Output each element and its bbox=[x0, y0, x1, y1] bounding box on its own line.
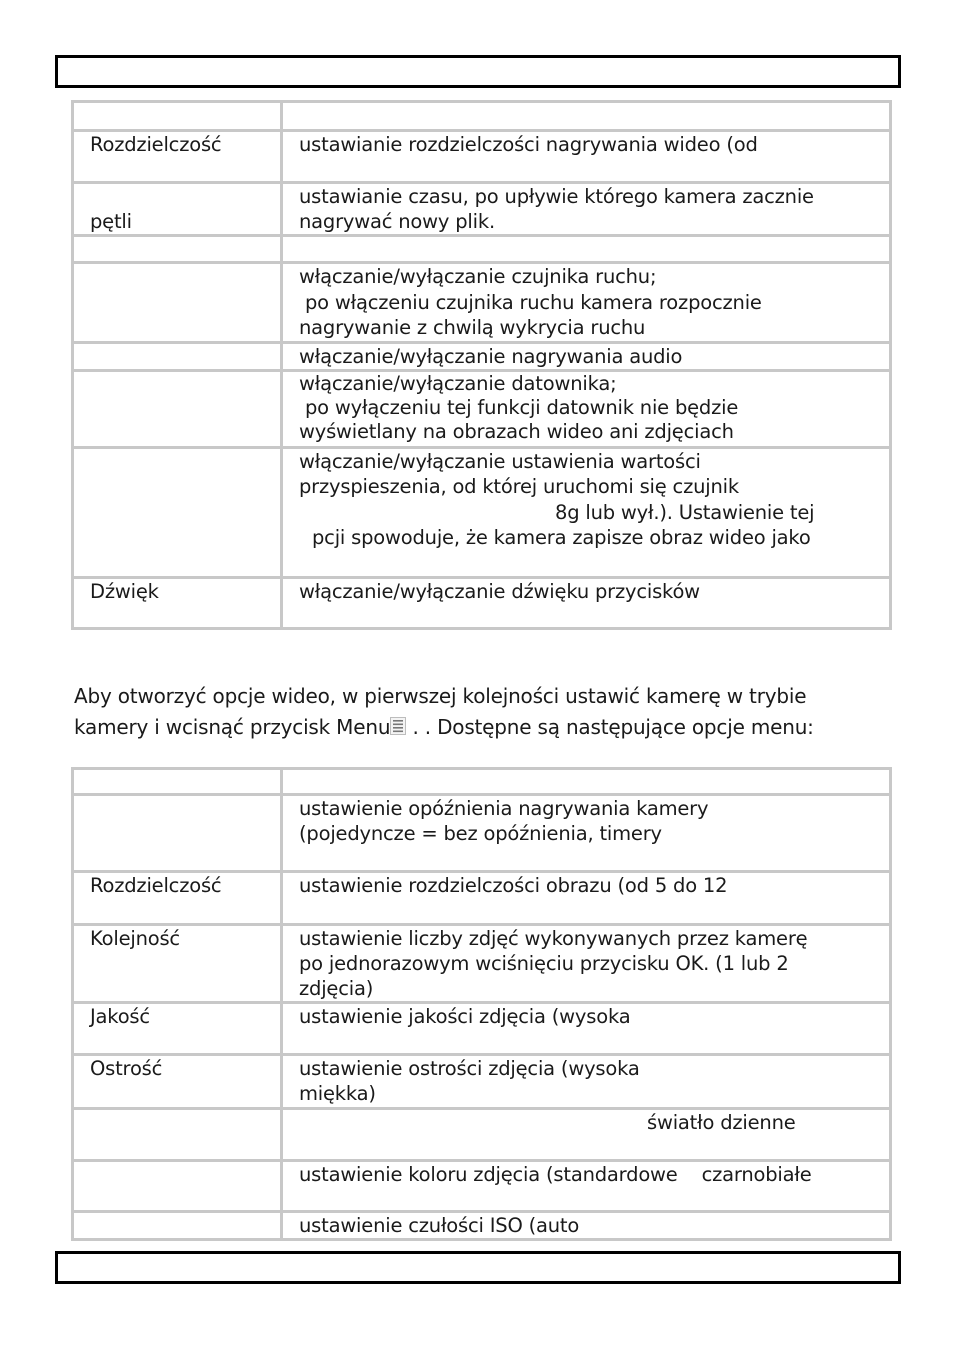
option-label: pętli bbox=[73, 183, 282, 236]
option-description bbox=[282, 263, 891, 343]
description-line: po wyłączeniu tej funkcji datownik nie będzie bbox=[305, 395, 739, 419]
table-row bbox=[73, 872, 891, 925]
option-label: Jakość bbox=[73, 1003, 282, 1055]
description-line: ustawianie rozdzielczości nagrywania wideo (od bbox=[299, 133, 758, 156]
option-description bbox=[282, 925, 891, 1003]
table-row bbox=[73, 342, 891, 370]
description-line: ustawienie jakości zdjęcia (wysoka bbox=[299, 1005, 631, 1028]
description-line: zdjęcia) bbox=[299, 977, 374, 1000]
description-line: światło dzienne bbox=[647, 1111, 796, 1134]
option-label bbox=[73, 370, 282, 447]
intro-text: kamery i wcisnąć przycisk Menu bbox=[74, 715, 391, 739]
option-description bbox=[282, 236, 891, 263]
table-row bbox=[73, 183, 891, 236]
description-line: ustawienie ostrości zdjęcia (wysoka bbox=[299, 1057, 640, 1080]
option-description bbox=[282, 1161, 891, 1212]
page-header-bar bbox=[55, 55, 901, 88]
intro-text: . . Dostępne są następujące opcje menu: bbox=[406, 715, 814, 739]
option-description bbox=[282, 102, 891, 131]
table-row bbox=[73, 1109, 891, 1161]
option-description bbox=[282, 342, 891, 370]
description-line: po włączeniu czujnika ruchu kamera rozpocznie bbox=[305, 290, 762, 314]
option-description bbox=[282, 183, 891, 236]
option-label bbox=[73, 769, 282, 795]
option-label bbox=[73, 342, 282, 370]
page-footer-bar bbox=[55, 1251, 901, 1284]
table-row bbox=[73, 263, 891, 343]
video-settings-table bbox=[71, 100, 892, 630]
option-label bbox=[73, 263, 282, 343]
option-description bbox=[282, 872, 891, 925]
description-line: ustawienie czułości ISO (auto bbox=[299, 1214, 580, 1237]
intro-line: Aby otworzyć opcje wideo, w pierwszej kolejności ustawić kamerę w trybie bbox=[74, 684, 807, 708]
option-description bbox=[282, 447, 891, 577]
option-label bbox=[73, 795, 282, 872]
option-description bbox=[282, 769, 891, 795]
option-description bbox=[282, 795, 891, 872]
table-row bbox=[73, 102, 891, 131]
description-line: 8g lub wył.). Ustawienie tej bbox=[555, 500, 815, 524]
photo-settings-table bbox=[71, 767, 892, 1241]
option-label: Ostrość bbox=[73, 1055, 282, 1109]
description-line: (pojedyncze = bez opóźnienia, timery bbox=[299, 822, 662, 845]
description-line: po jednorazowym wciśnięciu przycisku OK. (1 lub 2 bbox=[299, 952, 789, 975]
option-label bbox=[73, 1161, 282, 1212]
table-row bbox=[73, 131, 891, 183]
option-label bbox=[73, 1109, 282, 1161]
table-row bbox=[73, 1055, 891, 1109]
option-label: Rozdzielczość bbox=[73, 872, 282, 925]
table-row bbox=[73, 1161, 891, 1212]
description-line: ustawienie koloru zdjęcia (standardowe czarnobiałe bbox=[299, 1163, 812, 1186]
table-row bbox=[73, 1212, 891, 1240]
option-description bbox=[282, 1003, 891, 1055]
description-line: ustawienie opóźnienia nagrywania kamery bbox=[299, 797, 709, 820]
table-row bbox=[73, 236, 891, 263]
option-label bbox=[73, 236, 282, 263]
option-label bbox=[73, 102, 282, 131]
option-label: Rozdzielczość bbox=[73, 131, 282, 183]
description-line: włączanie/wyłączanie datownika; bbox=[299, 371, 617, 395]
table-row bbox=[73, 577, 891, 628]
table-row bbox=[73, 769, 891, 795]
description-line: włączanie/wyłączanie ustawienia wartości bbox=[299, 449, 701, 473]
video-options-intro bbox=[74, 681, 894, 743]
menu-list-icon bbox=[390, 713, 406, 731]
intro-line bbox=[74, 712, 894, 743]
option-label bbox=[73, 1212, 282, 1240]
table-row bbox=[73, 925, 891, 1003]
description-line: nagrywanie z chwilą wykrycia ruchu bbox=[299, 316, 646, 339]
description-line: przyspieszenia, od której uruchomi się czujnik bbox=[299, 475, 739, 498]
table-row bbox=[73, 1003, 891, 1055]
option-description bbox=[282, 1055, 891, 1109]
description-line: włączanie/wyłączanie nagrywania audio bbox=[299, 344, 683, 368]
description-line: nagrywać nowy plik. bbox=[299, 210, 495, 233]
option-description bbox=[282, 1212, 891, 1240]
option-description bbox=[282, 370, 891, 447]
description-line: ustawianie czasu, po upływie którego kamera zacznie bbox=[299, 185, 814, 208]
description-line: wyświetlany na obrazach wideo ani zdjęciach bbox=[299, 419, 734, 443]
table-row bbox=[73, 370, 891, 447]
description-line: miękka) bbox=[299, 1082, 376, 1105]
table-row bbox=[73, 447, 891, 577]
table-row bbox=[73, 795, 891, 872]
option-description bbox=[282, 131, 891, 183]
description-line: pcji spowoduje, że kamera zapisze obraz wideo jako bbox=[312, 526, 811, 549]
description-line: włączanie/wyłączanie czujnika ruchu; bbox=[299, 265, 657, 288]
option-label bbox=[73, 447, 282, 577]
description-line: ustawienie liczby zdjęć wykonywanych przez kamerę bbox=[299, 927, 808, 950]
description-line: ustawienie rozdzielczości obrazu (od 5 do 12 bbox=[299, 874, 728, 897]
option-description bbox=[282, 1109, 891, 1161]
option-label: Kolejność bbox=[73, 925, 282, 1003]
description-line: włączanie/wyłączanie dźwięku przycisków bbox=[299, 579, 700, 603]
option-label: Dźwięk bbox=[73, 577, 282, 628]
option-description bbox=[282, 577, 891, 628]
